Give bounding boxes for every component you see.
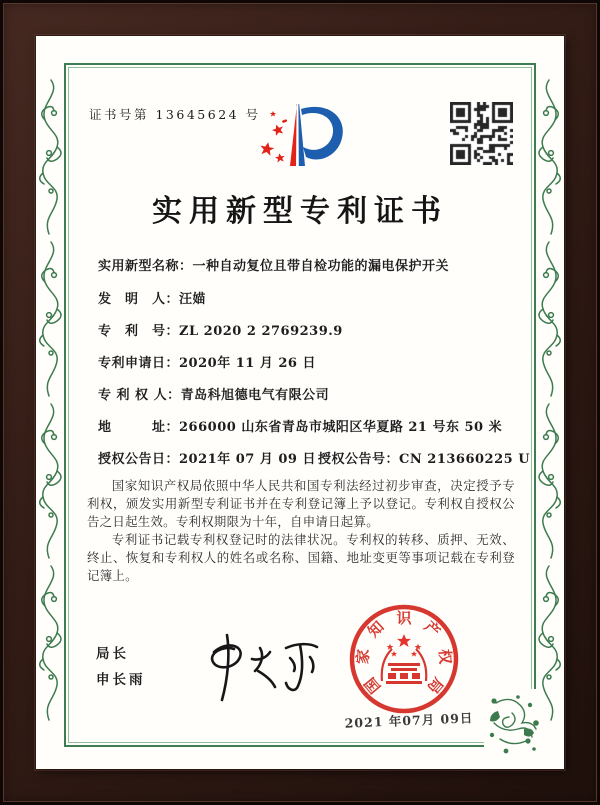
field-value: CN 213660225 U [399,452,531,467]
corner-flower-icon [484,689,542,761]
svg-text:权: 权 [435,648,455,665]
border-flourish-right-icon [537,78,563,726]
legal-paragraph-1: 国家知识产权局依照中华人民共和国专利法经过初步审查，决定授予专利权，颁发实用新型专利证书并在专利登记簿上予以登记。专利权自授权公告之日起生效。专利权期限为十年，自申请日起算。 [87,478,515,529]
svg-text:国: 国 [360,673,385,697]
field-label: 专利申请日： [98,356,180,371]
svg-text:局: 局 [423,673,448,697]
field-row-name [98,255,449,274]
svg-text:知: 知 [364,617,388,641]
field-value: 2021年 07 月 09 日 [179,452,316,467]
svg-text:识: 识 [396,609,412,627]
legal-text [87,477,515,585]
corner-ornament [484,689,542,761]
field-label: 地 址： [98,420,180,435]
commissioner-post-label: 局长 [96,646,129,662]
certificate-number: 证书号第 13645624 号 [89,107,261,122]
field-value: 汪媌 [179,292,207,307]
field-label: 授权公告日： [98,452,180,467]
commissioner-name: 申长雨 [96,672,146,688]
svg-text:产: 产 [420,617,444,641]
official-seal-icon [348,603,460,715]
qr-code [450,102,513,165]
field-label: 专 利 权 人： [98,388,181,403]
field-row-address [98,416,502,435]
field-row-patent-no [98,320,343,339]
cnipa-logo-icon [248,100,352,176]
certificate-title: 实用新型专利证书 [152,194,448,229]
field-row-patentee [98,384,329,403]
field-value: 青岛科旭德电气有限公司 [180,388,330,403]
field-row-filing-date [98,352,316,371]
field-value: 266000 山东省青岛市城阳区华夏路 21 号东 50 米 [179,420,503,435]
field-value: ZL 2020 2 2769239.9 [179,324,343,339]
field-row-inventor [98,288,206,307]
field-label: 授权公告号： [318,452,400,467]
border-flourish-left-icon [37,78,63,726]
field-value: 2020年 11 月 26 日 [179,356,316,371]
field-label: 发 明 人： [98,292,180,307]
legal-paragraph-2: 专利证书记载专利权登记时的法律状况。专利权的转移、质押、无效、终止、恢复和专利权人的姓名或名称、国籍、地址变更等事项记载在专利登记簿上。 [87,532,515,583]
field-pair-publication [318,448,530,467]
svg-text:家: 家 [353,648,373,665]
field-label: 专 利 号： [98,324,180,339]
seal-date: 2021 年07月 09日 [344,710,474,731]
field-row-grant [98,448,531,467]
field-value: 一种自动复位且带自检功能的漏电保护开关 [192,259,450,274]
signature-icon [186,626,336,710]
certificate-paper [36,36,564,769]
field-label: 实用新型名称： [98,259,193,274]
